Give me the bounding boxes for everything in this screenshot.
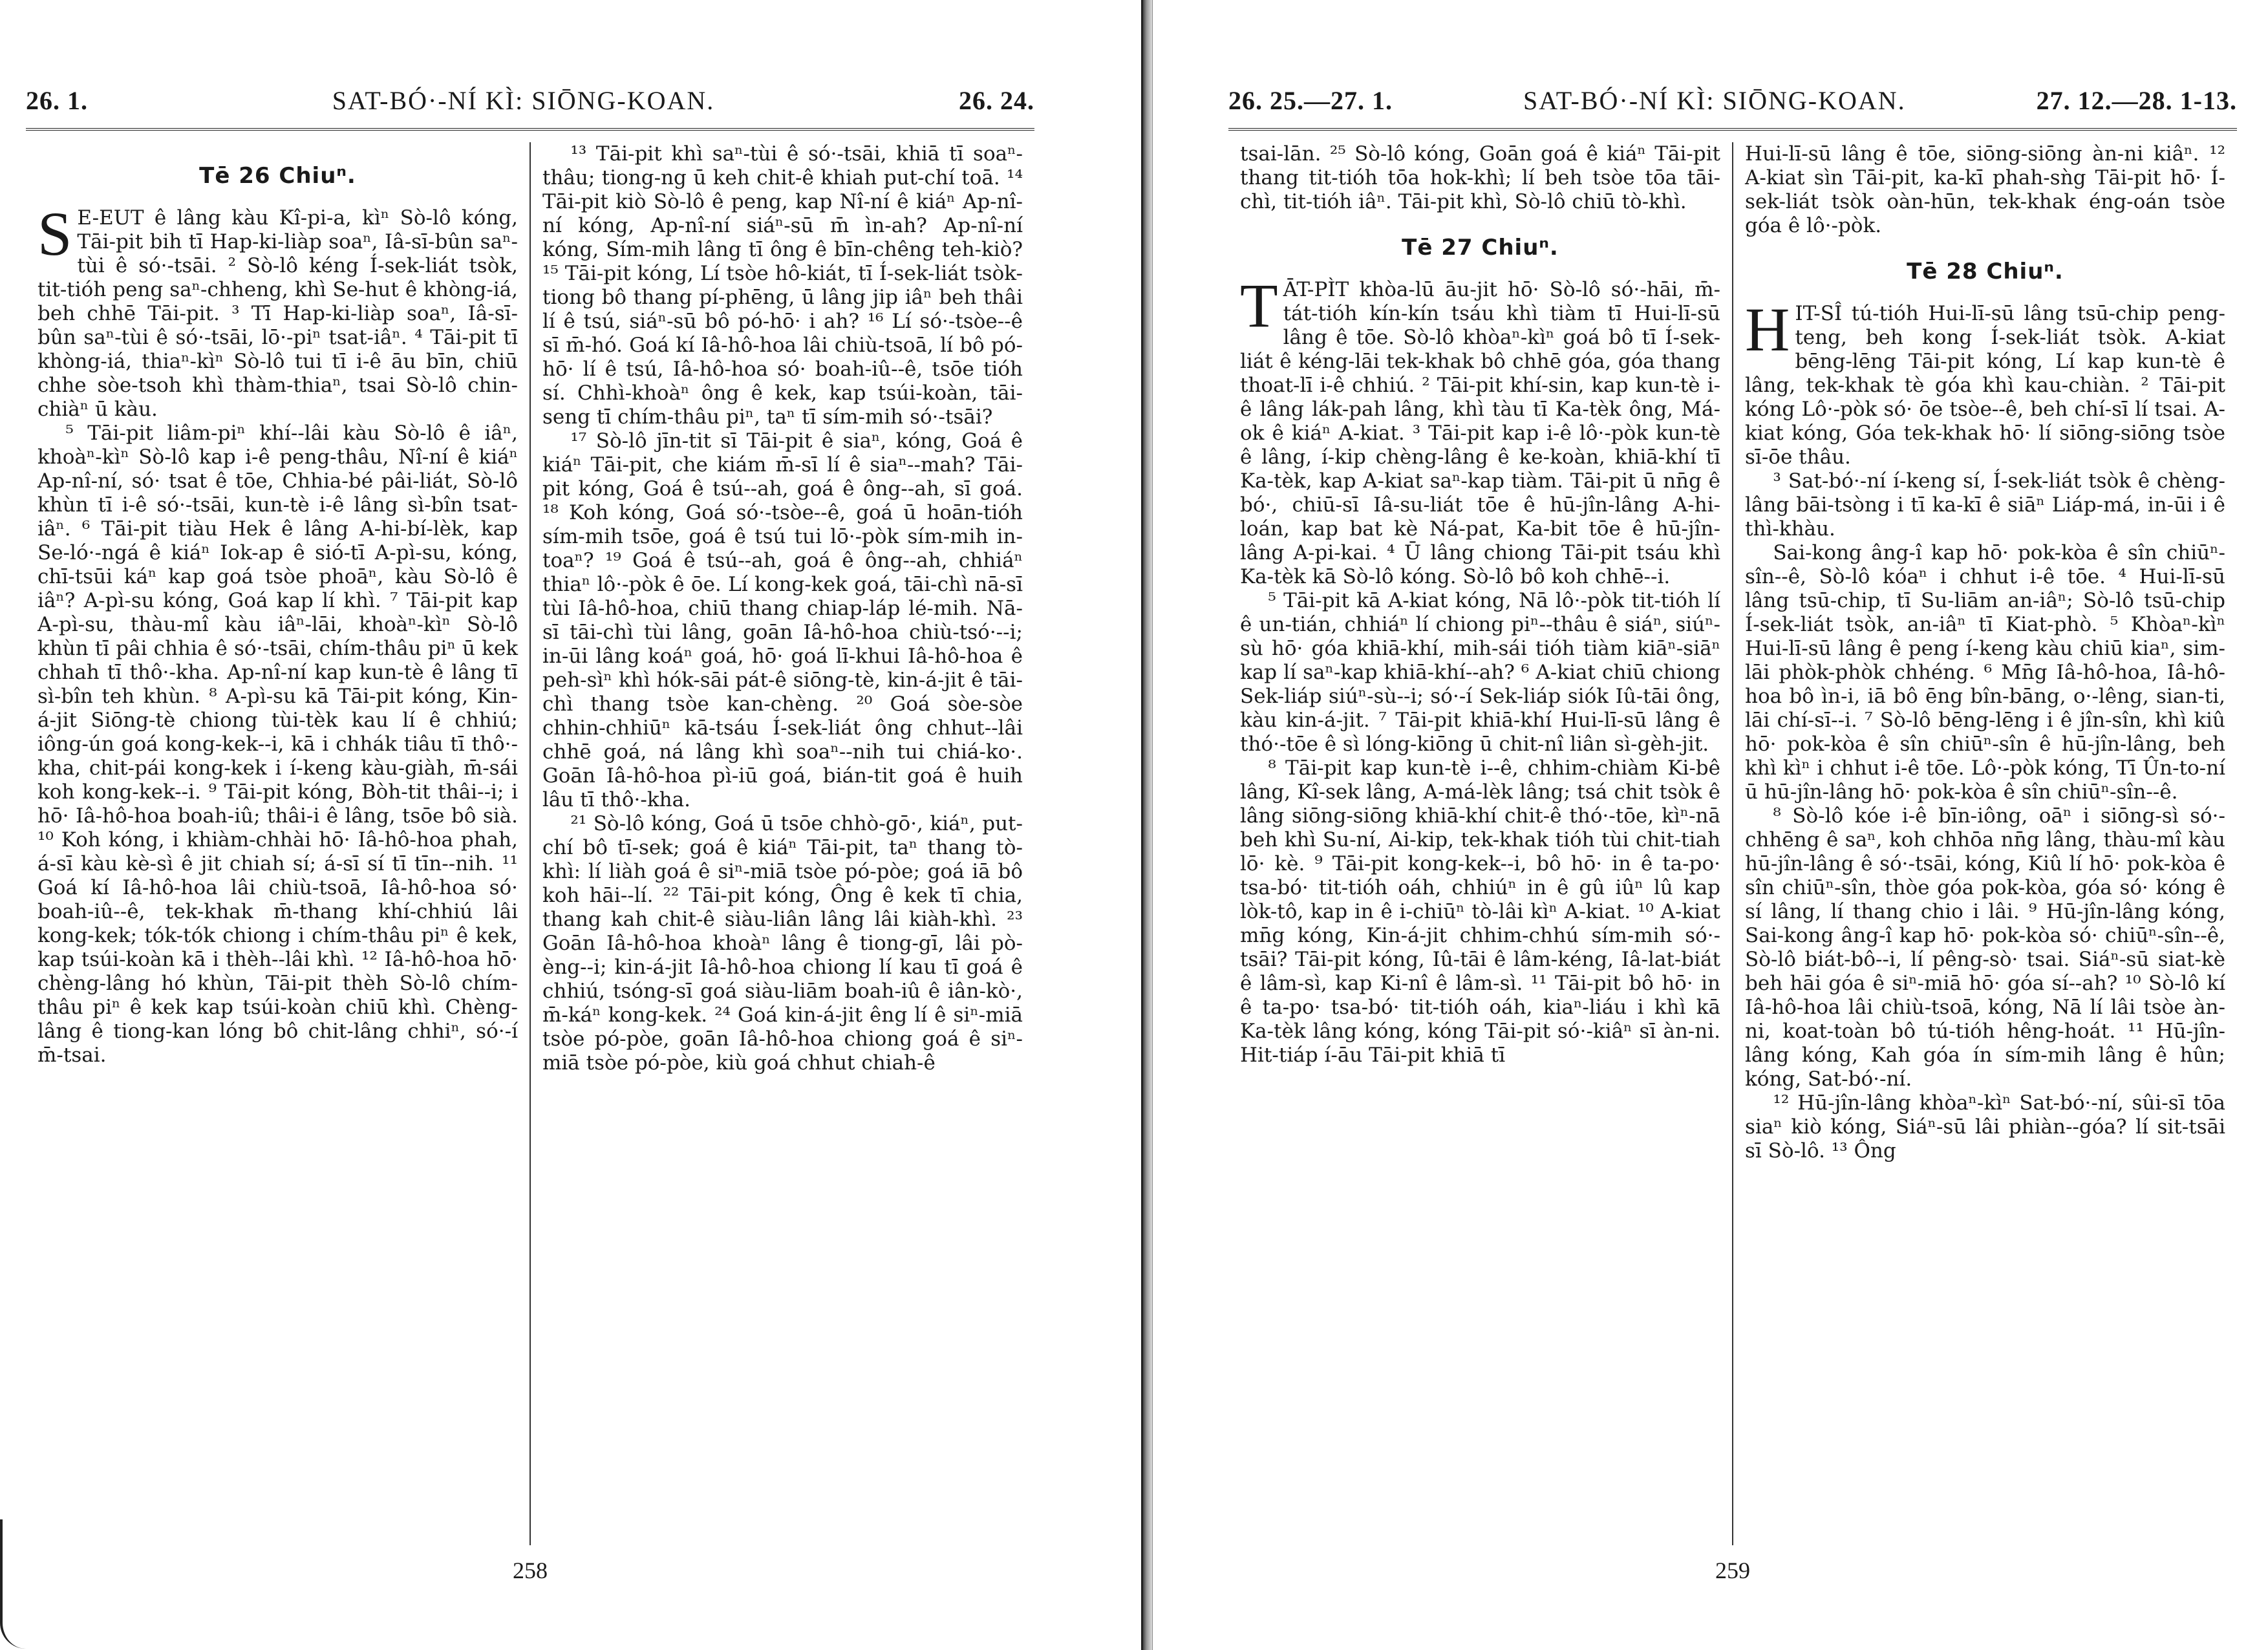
drop-cap: H bbox=[1745, 295, 1790, 364]
paragraph bbox=[37, 199, 518, 422]
header-reference-start: 26. 1. bbox=[26, 85, 88, 115]
header-reference-end: 26. 24. bbox=[958, 85, 1034, 115]
header-rule bbox=[1228, 128, 2237, 131]
verse-text: E-EUT ê lâng kàu Kî-pi-a, kìⁿ Sò-lô kóng, Tāi-pit bih tī Hap-ki-liàp soaⁿ, Iâ-sī-bûn saⁿ-tùi ê só·-tsāi. ² Sò-lô kéng Í-sek-liát tsòk, tit-tióh peng saⁿ-chheng, khì Se-hut ê khòng-iá, beh chhē Tāi-pit. ³ Tī Hap-ki-liàp soaⁿ, Iâ-sī-bûn saⁿ-tùi ê só·-tsāi, lō·-piⁿ tsat-iâⁿ. ⁴ Tāi-pit tī khòng-iá, thiaⁿ-kìⁿ Sò-lô tui tī i-ê āu bīn, chiū chhe sòe-tsoh khì thàm-thiaⁿ, tsai Sò-lô chin-chiàⁿ ū kàu. bbox=[37, 206, 518, 421]
paragraph: ¹⁷ Sò-lô jīn-tit sī Tāi-pit ê siaⁿ, kóng, Goá ê kiáⁿ Tāi-pit, che kiám m̄-sī lí ê siaⁿ--mah? Tāi-pit kóng, Goá ê tsú--ah, goá ê ông--ah, sī goá. ¹⁸ Koh kóng, Goá só·-tsòe--ê, goá ū hoān-tióh sím-mih tsōe, goá ê tsú tui lō·-pòk sím-mih in-toaⁿ? ¹⁹ Goá ê tsú--ah, goá ê ông--ah, chhiáⁿ thiaⁿ lô·-pòk ê ōe. Lí kong-kek goá, tāi-chì nā-sī tùi Iâ-hô-hoa, chiū thang chiap-láp lé-mih. Nā-sī tāi-chì tùi lâng, goān Iâ-hô-hoa chiù-tsó·--i; in-ūi lâng koáⁿ goá, hō· goá lī-khui Iâ-hô-hoa ê peh-sìⁿ khì hók-sāi pát-ê siōng-tè, kin-á-jit ê tāi-chì thang tsòe kan-chèng. ²⁰ Goá sòe-sòe chhin-chhiūⁿ kā-tsáu Í-sek-liát ông chhut--lâi chhē goá, ná lâng khì soaⁿ--nih tui chiá-ko·. Goān Iâ-hô-hoa pì-iū goá, bián-tit goá ê huih lâu tī thô·-kha. bbox=[542, 429, 1023, 811]
paragraph: Hui-lī-sū lâng ê tōe, siōng-siōng àn-ni kiâⁿ. ¹² A-kiat sìn Tāi-pit, ka-kī phah-sǹg Tāi-pit hō· Í-sek-liát tsòk oàn-hūn, tek-khak éng-oán tsòe góa ê lô·-pòk. bbox=[1745, 142, 2225, 237]
paragraph: ³ Sat-bó·-ní í-keng sí, Í-sek-liát tsòk ê chèng-lâng bāi-tsòng i tī ka-kī ê siāⁿ Liáp-má, in-ūi i ê thì-khàu. bbox=[1745, 469, 2225, 541]
paragraph: ¹³ Tāi-pit khì saⁿ-tùi ê só·-tsāi, khiā tī soaⁿ-thâu; tiong-ng ū keh chit-ê khiah put-chí toā. ¹⁴ Tāi-pit kiò Sò-lô ê peng, kap Nî-ní ê kiáⁿ Ap-nî-ní kóng, Ap-nî-ní siáⁿ-sū m̄ ìn-ah? Ap-nî-ní kóng, Sím-mih lâng tī ông ê bīn-chêng teh-kiò? ¹⁵ Tāi-pit kóng, Lí tsòe hô-kiát, tī Í-sek-liát tsòk-tiong bô thang pí-phēng, ū lâng jip iâⁿ beh thâi lí ê tsú, siáⁿ-sū bô pó-hō· i ah? ¹⁶ Lí só·-tsòe--ê sī m̄-hó. Goá kí Iâ-hô-hoa lâi chiù-tsoā, lí bô pó-hō· lí ê tsú, Iâ-hô-hoa só· boah-iû--ê, tsōe tióh sí. Chhì-khoàⁿ ông ê kek, kap tsúi-koàn, tāi-seng tī chím-thâu piⁿ, taⁿ tī sím-mih só·-tsāi? bbox=[542, 142, 1023, 429]
header-reference-start: 26. 25.—27. 1. bbox=[1228, 85, 1393, 115]
running-header bbox=[1228, 78, 2237, 123]
column-1 bbox=[26, 142, 531, 1545]
paragraph bbox=[1240, 271, 1720, 589]
text-columns bbox=[1228, 142, 2237, 1545]
verse-text: ĀT-PÌT khòa-lū āu-jit hō· Sò-lô só·-hāi, m̄-tát-tióh kín-kín tsáu khì tiàm tī Hui-lī-sū lâng ê tōe. Sò-lô khòaⁿ-kìⁿ goá bô tī Í-sek-liát ê kéng-lāi tek-khak bô chhē góa, góa thang thoat-lī i-ê chhiú. ² Tāi-pit khí-sin, kap kun-tè i-ê lâng lák-pah lâng, khì tàu tī Ka-tèk ông, Má-ok ê kiáⁿ A-kiat. ³ Tāi-pit kap i-ê lô·-pòk kun-tè ê lâng, í-kip chèng-lâng ê ke-koàn, khiā-khí tī Ka-tèk, kap A-kiat saⁿ-kap tiàm. Tāi-pit ū nn̄g ê bó·, chiū-sī Iâ-su-liát tōe ê hū-jîn-lâng A-hi-loán, kap bat kè Ná-pat, Ka-bit tōe ê hū-jîn-lâng A-pi-kai. ⁴ Ū lâng chiong Tāi-pit tsáu khì Ka-tèk kā Sò-lô kóng. Sò-lô bô koh chhē--i. bbox=[1240, 278, 1720, 588]
paragraph: ⁵ Tāi-pit liâm-piⁿ khí--lâi kàu Sò-lô ê iâⁿ, khoàⁿ-kìⁿ Sò-lô kap i-ê peng-thâu, Nî-ní ê kiáⁿ Ap-nî-ní, só· tsat ê tōe, Chhia-bé pâi-liát, Sò-lô khùn tī i-ê só·-tsāi, kun-tè i-ê lâng sì-bîn tsat-iâⁿ. ⁶ Tāi-pit tiàu Hek ê lâng A-hi-bí-lèk, kap Se-ló·-ngá ê kiáⁿ Iok-ap ê sió-tī A-pì-su, kóng, chī-tsūi káⁿ kap goá tsòe phoāⁿ, kàu Sò-lô ê iâⁿ? A-pì-su kóng, Goá kap lí khì. ⁷ Tāi-pit kap A-pì-su, thàu-mî kàu iâⁿ-lāi, khoàⁿ-kìⁿ Sò-lô khùn tī pâi chhia ê só·-tsāi, chím-thâu piⁿ ū kek chhah tī thô·-kha. Ap-nî-ní kap kun-tè ê lâng tī sì-bîn teh khùn. ⁸ A-pì-su kā Tāi-pit kóng, Kin-á-jit Siōng-tè chiong tùi-tèk kau lí ê chhiú; iông-ún goá kong-kek--i, kā i chhák tiâu tī thô·-kha, chit-pái kong-kek i í-keng kàu-giàh, m̄-sái koh kong-kek--i. ⁹ Tāi-pit kóng, Bòh-tit thâi--i; i hō· Iâ-hô-hoa boah-iû; thâi-i ê lâng, tsōe bô sià. ¹⁰ Koh kóng, i khiàm-chhài hō· Iâ-hô-hoa phah, á-sī kàu kè-sì ê jit chiah sí; á-sī sí tī tīn--nih. ¹¹ Goá kí Iâ-hô-hoa lâi chiù-tsoā, Iâ-hô-hoa só· boah-iû--ê, tek-khak m̄-thang khí-chhiú lâi kong-kek; tók-tók chiong i chím-thâu piⁿ ê kek, kap tsúi-koàn kā i thèh--lâi khì. ¹² Iâ-hô-hoa hō· chèng-lâng hó khùn, Tāi-pit thèh Sò-lô chím-thâu piⁿ ê kek kap tsúi-koàn chiū khì. Chèng-lâng ê tiong-kan lóng bô chit-lâng chhiⁿ, só·-í m̄-tsai. bbox=[37, 422, 518, 1067]
header-reference-end: 27. 12.—28. 1-13. bbox=[2036, 85, 2237, 115]
column-2 bbox=[1733, 142, 2237, 1545]
paragraph: ⁵ Tāi-pit kā A-kiat kóng, Nā lô·-pòk tit-tióh lí ê un-tián, chhiáⁿ lí chiong piⁿ--thâu ê siáⁿ, siúⁿ-sù hō· góa khiā-khí, mih-sái tióh tiàm kiāⁿ-siāⁿ kap lí saⁿ-kap khiā-khí--ah? ⁶ A-kiat chiū chiong Sek-liáp siúⁿ-sù--i; só·-í Sek-liáp siók Iû-tāi ông, kàu kin-á-jit. ⁷ Tāi-pit khiā-khí Hui-lī-sū lâng ê thó·-tōe ê sì lóng-kiōng ū chit-nî liân sì-gèh-jit. bbox=[1240, 589, 1720, 756]
column-1 bbox=[1228, 142, 1733, 1545]
drop-cap: S bbox=[37, 199, 72, 268]
running-header bbox=[26, 78, 1034, 123]
paragraph bbox=[1745, 295, 2225, 469]
paragraph: tsai-lān. ²⁵ Sò-lô kóng, Goān goá ê kiáⁿ Tāi-pit thang tit-tióh tōa hok-khì; lí beh tsòe tōa tāi-chì, tit-tióh iâⁿ. Tāi-pit khì, Sò-lô chiū tò-khì. bbox=[1240, 142, 1720, 213]
left-page bbox=[26, 78, 1034, 1584]
page-number: 259 bbox=[1715, 1558, 1750, 1583]
page-edge-curl bbox=[0, 1519, 28, 1649]
verse-text: IT-SÎ tú-tióh Hui-lī-sū lâng tsū-chip peng-teng, beh kong Í-sek-liát tsòk. A-kiat bēng-lēng Tāi-pit kóng, Lí kap kun-tè ê lâng, tek-khak tè góa khì kau-chiàn. ² Tāi-pit kóng Lô·-pòk só· ōe tsòe--ê, beh chí-sī lí tsai. A-kiat kóng, Góa tek-khak hō· lí siōng-siōng tsòe sī-ōe thâu. bbox=[1745, 302, 2225, 469]
header-rule bbox=[26, 128, 1034, 131]
paragraph: ⁸ Sò-lô kóe i-ê bīn-iông, oāⁿ i siōng-sì só·-chhēng ê saⁿ, koh chhōa nn̄g lâng, thàu-mî kàu hū-jîn-lâng ê só·-tsāi, kóng, Kiû lí hō· pok-kòa ê sîn chiūⁿ-sîn, thòe góa pok-kòa, góa só· kóng ê sí lâng, lí thang chio i lâi. ⁹ Hū-jîn-lâng kóng, Sai-kong âng-î kap hō· pok-kòa só· chiūⁿ-sîn--ê, Sò-lô biát-bô--i, lí pêng-sò· tsai. Siáⁿ-sū siat-kè beh hāi góa ê siⁿ-miā hō· góa sí--ah? ¹⁰ Sò-lô kí Iâ-hô-hoa lâi chiù-tsoā, kóng, Nā lí lâi tsòe àn-ni, koat-toàn bô tú-tióh hêng-hoát. ¹¹ Hū-jîn-lâng kóng, Kah góa ín sím-mih lâng ê hûn; kóng, Sat-bó·-ní. bbox=[1745, 804, 2225, 1091]
page-number: 258 bbox=[513, 1558, 548, 1583]
text-columns bbox=[26, 142, 1034, 1545]
chapter-heading: Tē 28 Chiuⁿ. bbox=[1907, 259, 2064, 284]
chapter-heading: Tē 27 Chiuⁿ. bbox=[1402, 235, 1559, 261]
paragraph: ¹² Hū-jîn-lâng khòaⁿ-kìⁿ Sat-bó·-ní, sûi-sī tōa siaⁿ kiò kóng, Siáⁿ-sū lâi phiàn--góa? lí sit-tsāi sī Sò-lô. ¹³ Ông bbox=[1745, 1091, 2225, 1162]
paragraph: ²¹ Sò-lô kóng, Goá ū tsōe chhò-gō·, kiáⁿ, put-chí bô tī-sek; goá ê kiáⁿ Tāi-pit, taⁿ thang tò-khì: lí liàh goá ê siⁿ-miā tsòe pó-pòe; goá iā bô koh hāi--lí. ²² Tāi-pit kóng, Ông ê kek tī chia, thang kah chit-ê siàu-liân lâng lâi kiàh-khì. ²³ Goān Iâ-hô-hoa khoàⁿ lâng ê tiong-gī, lâi pò-èng--i; kin-á-jit Iâ-hô-hoa chiong lí kau tī goá ê chhiú, tsóng-sī goá siàu-liām boah-iû ê iân-kò·, m̄-káⁿ kong-kek. ²⁴ Goá kin-á-jit êng lí ê siⁿ-miā tsòe pó-pòe, goān Iâ-hô-hoa chiong goá ê siⁿ-miā tsòe pó-pòe, kiù goá chhut chiah-ê bbox=[542, 812, 1023, 1075]
paragraph: ⁸ Tāi-pit kap kun-tè i--ê, chhim-chiàm Ki-bê lâng, Kî-sek lâng, A-má-lèk lâng; tsá chit tsòk ê lâng siōng-siōng khiā-khí chit-ê thó·-tōe, kìⁿ-nā beh khì Su-ní, Ai-kip, tek-khak tióh tùi chit-tiah lō· kè. ⁹ Tāi-pit kong-kek--i, bô hō· in ê ta-po· tsa-bó· tit-tióh oáh, chhiúⁿ in ê gû iûⁿ lû kap lòk-tô, kap in ê i-chiūⁿ tò-lâi kìⁿ A-kiat. ¹⁰ A-kiat mn̄g kóng, Kin-á-jit chhim-chhú sím-mih só·-tsāi? Tāi-pit kóng, Iû-tāi ê lâm-kéng, Iâ-lat-biát ê lâm-sì, kap Ki-nî ê lâm-sì. ¹¹ Tāi-pit bô hō· in ê ta-po· tsa-bó· tit-tióh oáh, kiaⁿ-liáu i khì kā Ka-tèk lâng kóng, kóng Tāi-pit só·-kiâⁿ sī àn-ni. Hit-tiáp í-āu Tāi-pit khiā tī bbox=[1240, 756, 1720, 1067]
book-spine bbox=[1141, 0, 1153, 1650]
paragraph: Sai-kong âng-î kap hō· pok-kòa ê sîn chiūⁿ-sîn--ê, Sò-lô kóaⁿ i chhut i-ê tōe. ⁴ Hui-lī-sū lâng tsū-chip, tī Su-liām an-iâⁿ; Sò-lô tsū-chip Í-sek-liát tsòk, an-iâⁿ tī Kiat-phò. ⁵ Khòaⁿ-kìⁿ Hui-lī-sū lâng ê peng í-keng kàu chiū kiaⁿ, sim-lāi phòk-phòk chhéng. ⁶ Mn̄g Iâ-hô-hoa, Iâ-hô-hoa bô ìn-i, iā bô ēng bîn-bāng, o·-lêng, sian-ti, lāi chí-sī--i. ⁷ Sò-lô bēng-lēng i ê jîn-sîn, khì kiû hō· pok-kòa ê sîn chiūⁿ-sîn ê hū-jîn-lâng, beh khì kìⁿ i chhut i-ê tōe. Lô·-pòk kóng, Tī Ûn-to-ní ū hū-jîn-lâng hō· pok-kòa ê sîn chiūⁿ-sîn--ê. bbox=[1745, 541, 2225, 804]
drop-cap: T bbox=[1240, 271, 1278, 340]
column-2 bbox=[531, 142, 1034, 1545]
header-book-title: SAT-BÓ·-NÍ KÌ: SIŌNG-KOAN. bbox=[332, 85, 715, 115]
chapter-heading: Tē 26 Chiuⁿ. bbox=[199, 163, 356, 189]
header-book-title: SAT-BÓ·-NÍ KÌ: SIŌNG-KOAN. bbox=[1523, 85, 1906, 115]
right-page bbox=[1228, 78, 2237, 1584]
